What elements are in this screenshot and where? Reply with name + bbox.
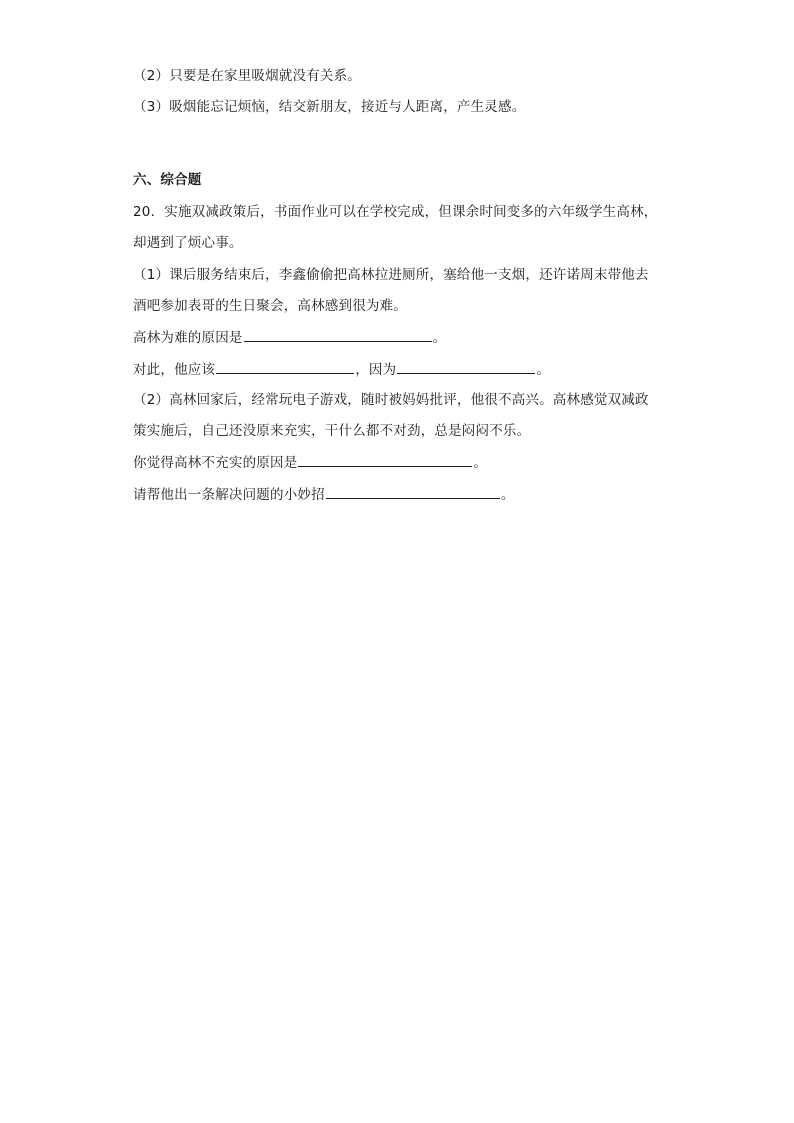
fill-prompt: 高林为难的原因是 <box>133 330 243 346</box>
question-20-stem-line-1: 20．实施双减政策后，书面作业可以在学校完成，但课余时间变多的六年级学生高林， <box>133 204 658 220</box>
question-20-part-1-line-1: （1）课后服务结束后，李鑫偷偷把高林拉进厕所，塞给他一支烟，还许诺周末带他去 <box>133 267 649 283</box>
prev-question-item-2: （2）只要是在家里吸烟就没有关系。 <box>133 68 361 84</box>
fill-prompt: 你觉得高林不充实的原因是 <box>133 455 298 471</box>
question-20-part-2-fill-2 <box>133 484 673 505</box>
answer-blank[interactable] <box>216 359 354 374</box>
answer-blank[interactable] <box>244 327 432 342</box>
fill-punctuation: 。 <box>500 487 515 503</box>
section-heading: 六、综合题 <box>133 172 202 188</box>
question-20-part-2-line-2: 策实施后，自己还没原来充实，干什么都不对劲，总是闷闷不乐。 <box>133 423 531 439</box>
fill-connector: ，因为 <box>355 362 397 378</box>
answer-blank[interactable] <box>326 484 500 499</box>
fill-punctuation: 。 <box>473 455 488 471</box>
prev-question-item-3: （3）吸烟能忘记烦恼，结交新朋友，接近与人距离，产生灵感。 <box>133 99 526 115</box>
fill-punctuation: 。 <box>432 330 447 346</box>
fill-prompt: 请帮他出一条解决问题的小妙招 <box>133 487 325 503</box>
question-20-part-1-line-2: 酒吧参加表哥的生日聚会，高林感到很为难。 <box>133 298 407 314</box>
fill-punctuation: 。 <box>536 362 551 378</box>
question-20-stem-line-2: 却遇到了烦心事。 <box>133 235 243 251</box>
answer-blank[interactable] <box>298 452 472 467</box>
question-20-part-1-fill-2 <box>133 359 673 380</box>
question-20-part-2-line-1: （2）高林回家后，经常玩电子游戏，随时被妈妈批评，他很不高兴。高林感觉双减政 <box>133 392 649 408</box>
question-20-part-2-fill-1 <box>133 452 673 473</box>
fill-prompt: 对此，他应该 <box>133 362 216 378</box>
question-20-part-1-fill-1 <box>133 327 673 348</box>
answer-blank[interactable] <box>397 359 535 374</box>
